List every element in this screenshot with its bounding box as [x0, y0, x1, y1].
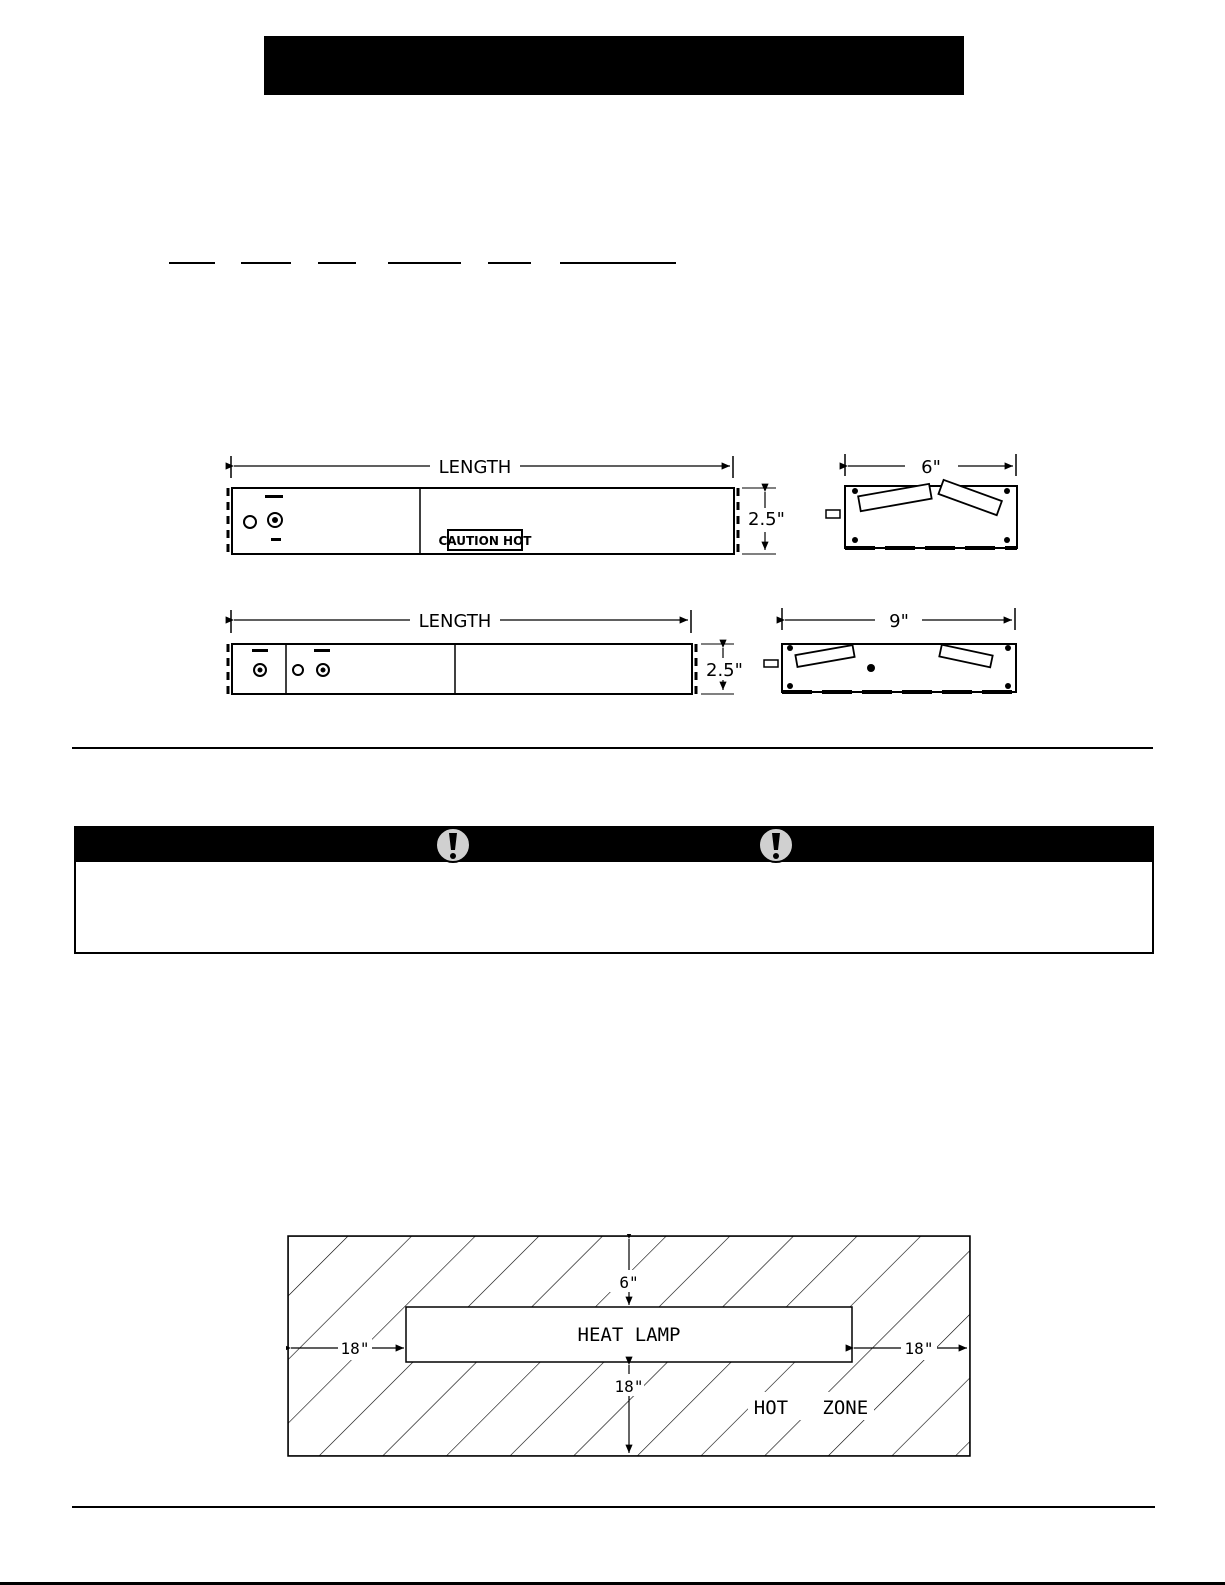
title-bar	[264, 36, 964, 95]
warning-header-band	[76, 828, 1152, 862]
length-label-top: LENGTH	[438, 457, 512, 478]
hot-zone-label: HOT ZONE	[753, 1397, 869, 1419]
depth-label-9: 9"	[889, 611, 909, 632]
right-clearance-label: 18"	[904, 1339, 934, 1358]
height-label-top: 2.5"	[748, 509, 785, 530]
single-unit-side-view	[826, 454, 1017, 548]
underline-field-3	[318, 262, 356, 264]
warning-box	[74, 826, 1154, 954]
height-label-bottom: 2.5"	[706, 660, 743, 681]
section-divider-2	[72, 1506, 1155, 1508]
single-unit-front-view	[228, 456, 785, 554]
bottom-clearance-label: 18"	[614, 1377, 644, 1396]
length-label-bottom: LENGTH	[418, 611, 492, 632]
underline-field-6	[560, 262, 676, 264]
double-unit-side-view	[764, 608, 1016, 692]
caution-hot-label: CAUTION HOT	[438, 534, 532, 548]
left-clearance-label: 18"	[340, 1339, 370, 1358]
double-unit-front-view	[228, 610, 743, 694]
underline-field-1	[169, 262, 215, 264]
exclamation-icon	[757, 826, 795, 864]
underline-field-5	[488, 262, 531, 264]
section-divider-1	[72, 747, 1153, 749]
underline-field-4	[388, 262, 461, 264]
underline-field-2	[241, 262, 291, 264]
exclamation-icon	[434, 826, 472, 864]
top-clearance-label: 6"	[619, 1273, 639, 1292]
dimensions-figure	[220, 448, 1030, 718]
hot-zone-diagram	[286, 1234, 972, 1460]
heat-lamp-label: HEAT LAMP	[577, 1324, 681, 1346]
depth-label-6: 6"	[921, 457, 941, 478]
